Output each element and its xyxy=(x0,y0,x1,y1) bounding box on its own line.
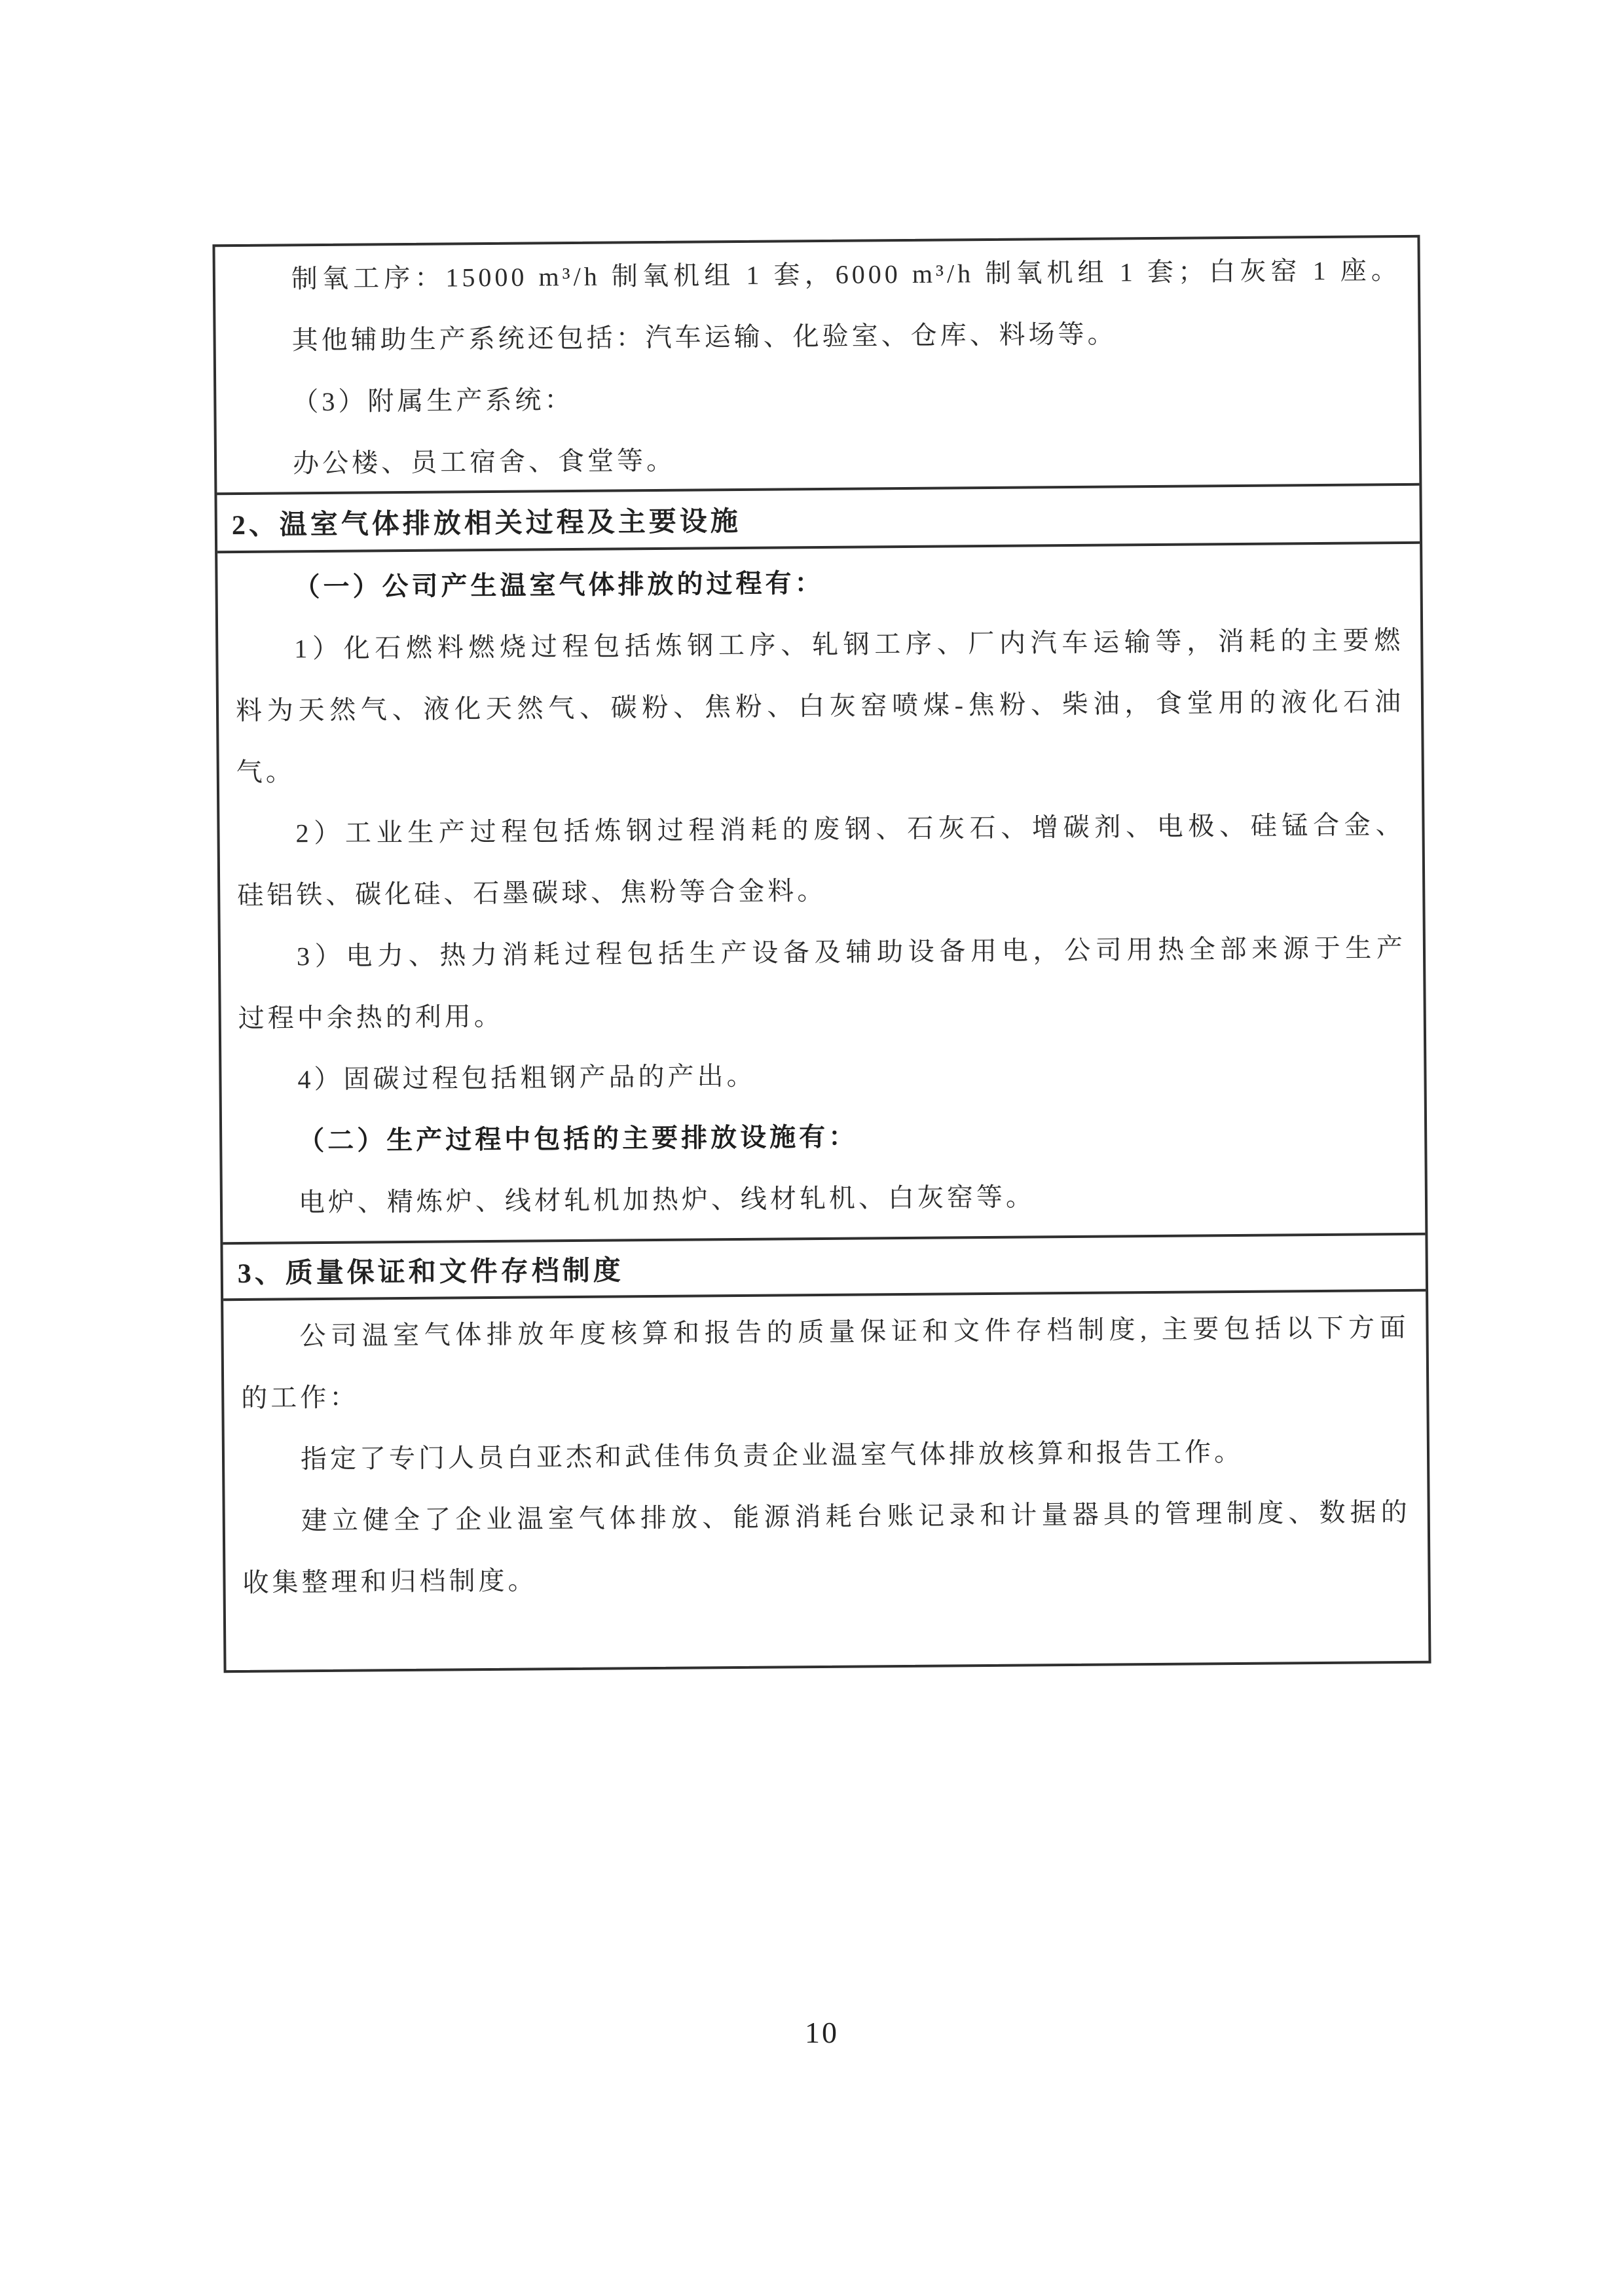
text-line: 公司温室气体排放年度核算和报告的质量保证和文件存档制度, 主要包括以下方面 xyxy=(299,1312,1409,1351)
text-line: 气。 xyxy=(236,757,295,788)
report-table xyxy=(212,235,1431,1673)
text-line: 收集整理和归档制度。 xyxy=(242,1565,538,1597)
text-line: 指定了专门人员白亚杰和武佳伟负责企业温室气体排放核算和报告工作。 xyxy=(300,1436,1244,1474)
text-line: 其他辅助生产系统还包括：汽车运输、化验室、仓库、料场等。 xyxy=(291,319,1117,355)
section-header-quality-assurance xyxy=(223,1233,1426,1301)
section-header-label: 3、质量保证和文件存档制度 xyxy=(237,1256,624,1290)
table-cell-production-systems xyxy=(215,238,1419,492)
text-line: 3）电力、热力消耗过程包括生产设备及辅助设备用电，公司用热全部来源于生产 xyxy=(296,932,1407,972)
text-line: 电炉、精炼炉、线材轧机加热炉、线材轧机、白灰窑等。 xyxy=(298,1182,1036,1218)
text-line: 过程中余热的利用。 xyxy=(238,1001,504,1034)
text-line: （一）公司产生温室气体排放的过程有： xyxy=(293,568,824,602)
text-line: 制氧工序：15000 m³/h 制氧机组 1 套，6000 m³/h 制氧机组 1 套；白灰窑 1 座。 xyxy=(291,255,1401,294)
table-cell-quality-assurance xyxy=(223,1292,1428,1670)
text-line: 2）工业生产过程包括炼钢过程消耗的废钢、石灰石、增碳剂、电极、硅锰合金、 xyxy=(295,810,1405,848)
text-line: （3）附属生产系统： xyxy=(292,384,574,417)
text-line: 1）化石燃料燃烧过程包括炼钢工序、轧钢工序、厂内汽车运输等，消耗的主要燃 xyxy=(294,625,1404,664)
text-line: 4）固碳过程包括粗钢产品的产出。 xyxy=(297,1061,756,1095)
text-line: 建立健全了企业温室气体排放、能源消耗台账记录和计量器具的管理制度、数据的 xyxy=(301,1497,1411,1536)
text-line: （二）生产过程中包括的主要排放设施有： xyxy=(298,1121,858,1156)
text-line: 硅铝铁、碳化硅、石墨碳球、焦粉等合金料。 xyxy=(237,875,827,911)
text-line: 办公楼、员工宿舍、食堂等。 xyxy=(292,445,676,479)
text-line: 料为天然气、液化天然气、碳粉、焦粉、白灰窑喷煤-焦粉、柴油，食堂用的液化石油 xyxy=(235,687,1405,726)
table-cell-ghg-processes xyxy=(217,544,1425,1242)
section-header-label: 2、温室气体排放相关过程及主要设施 xyxy=(231,506,742,541)
text-line: 的工作： xyxy=(241,1382,360,1413)
page-number: 10 xyxy=(805,2016,839,2049)
